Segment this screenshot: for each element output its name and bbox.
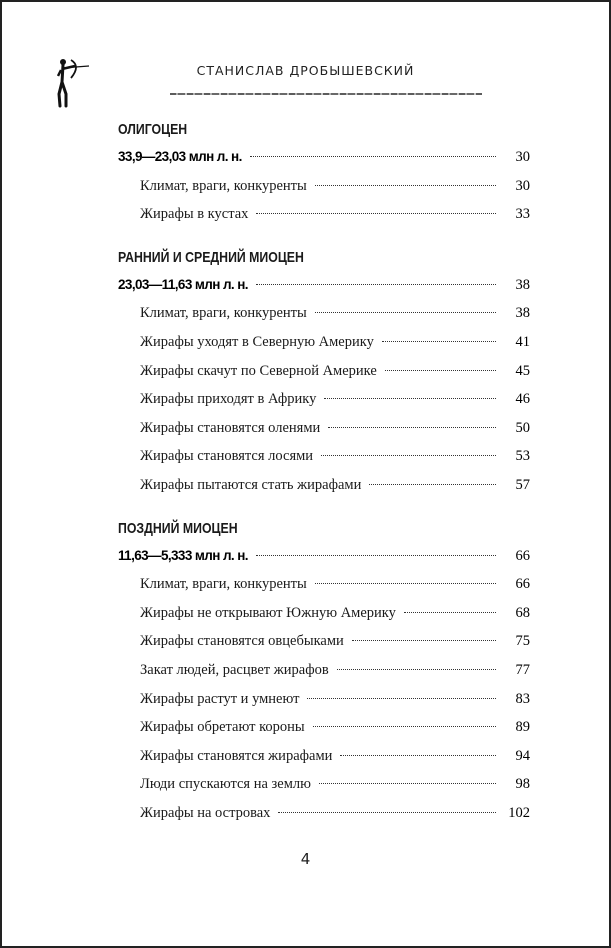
dot-leader — [313, 726, 496, 727]
entry-title: Жирафы становятся жирафами — [140, 747, 333, 764]
dot-leader — [315, 185, 496, 186]
dot-leader — [385, 370, 496, 371]
toc-entry[interactable] — [118, 599, 530, 628]
toc-entry[interactable] — [118, 685, 530, 714]
entry-title: Жирафы не открывают Южную Америку — [140, 604, 396, 621]
entry-title: Закат людей, расцвет жирафов — [140, 661, 329, 678]
toc-entry[interactable] — [118, 328, 530, 357]
dot-leader — [369, 484, 496, 485]
entry-title: 33,9—23,03 млн л. н. — [118, 149, 242, 164]
entry-page: 77 — [515, 661, 530, 678]
header-rule — [170, 93, 482, 95]
entry-page: 30 — [515, 149, 530, 165]
entry-page: 41 — [515, 333, 530, 350]
toc-entry[interactable] — [118, 656, 530, 685]
toc-entry[interactable] — [118, 414, 530, 443]
toc-entry[interactable] — [118, 357, 530, 386]
entry-page: 66 — [515, 576, 530, 593]
dot-leader — [315, 583, 496, 584]
dot-leader — [256, 213, 496, 214]
dot-leader — [382, 341, 496, 342]
entry-title: Люди спускаются на землю — [140, 776, 311, 793]
toc-section — [118, 245, 530, 500]
entry-title: Жирафы растут и умнеют — [140, 690, 300, 707]
entry-page: 89 — [515, 719, 530, 736]
section-range-entry[interactable] — [118, 271, 530, 300]
table-of-contents — [118, 117, 530, 843]
entry-title: 11,63—5,333 млн л. н. — [118, 547, 248, 563]
toc-entry[interactable] — [118, 385, 530, 414]
entry-title: Жирафы в кустах — [140, 206, 249, 223]
entry-page: 38 — [515, 305, 530, 322]
entry-title: Жирафы обретают короны — [140, 719, 305, 736]
section-range-entry[interactable] — [118, 542, 530, 571]
dot-leader — [319, 783, 496, 784]
dot-leader — [250, 156, 496, 157]
dot-leader — [352, 640, 496, 641]
toc-entry[interactable] — [118, 570, 530, 599]
toc-entry[interactable] — [118, 799, 530, 828]
entry-title: Жирафы на островах — [140, 804, 271, 821]
entry-page: 33 — [515, 206, 530, 223]
section-title: ОЛИГОЦЕН — [118, 121, 188, 138]
entry-page: 46 — [515, 391, 530, 408]
entry-page: 98 — [515, 776, 530, 793]
toc-entry[interactable] — [118, 627, 530, 656]
entry-page: 57 — [515, 476, 530, 493]
page-number: 4 — [300, 850, 311, 868]
dot-leader — [321, 455, 496, 456]
entry-page: 30 — [515, 177, 530, 194]
toc-section — [118, 516, 530, 828]
dot-leader — [328, 427, 496, 428]
entry-title: Жирафы становятся оленями — [140, 419, 321, 436]
dot-leader — [307, 698, 496, 699]
entry-page: 75 — [515, 633, 530, 650]
dot-leader — [404, 612, 496, 613]
dot-leader — [256, 555, 496, 556]
dot-leader — [324, 398, 496, 399]
entry-page: 38 — [515, 276, 530, 293]
toc-section — [118, 117, 530, 229]
entry-title: Жирафы становятся лосями — [140, 448, 314, 465]
running-header-author: СТАНИСЛАВ ДРОБЫШЕВСКИЙ — [196, 63, 415, 78]
toc-entry[interactable] — [118, 442, 530, 471]
toc-entry[interactable] — [118, 713, 530, 742]
entry-title: Жирафы скачут по Северной Америке — [140, 362, 377, 379]
entry-title: Климат, враги, конкуренты — [140, 305, 307, 322]
toc-entry[interactable] — [118, 172, 530, 201]
entry-page: 94 — [515, 747, 530, 764]
entry-page: 83 — [515, 690, 530, 707]
entry-title: Климат, враги, конкуренты — [140, 177, 307, 194]
entry-title: Жирафы приходят в Африку — [140, 391, 317, 408]
dot-leader — [340, 755, 496, 756]
entry-page: 68 — [515, 604, 530, 621]
section-range-entry[interactable] — [118, 143, 530, 172]
entry-title: Жирафы становятся овцебыками — [140, 633, 344, 650]
entry-title: Жирафы пытаются стать жирафами — [140, 476, 362, 493]
entry-page: 50 — [515, 419, 530, 436]
entry-title: 23,03—11,63 млн л. н. — [118, 276, 248, 292]
toc-entry[interactable] — [118, 770, 530, 799]
toc-entry[interactable] — [118, 200, 530, 229]
entry-title: Климат, враги, конкуренты — [140, 576, 307, 593]
entry-page: 53 — [515, 448, 530, 465]
toc-entry[interactable] — [118, 471, 530, 500]
entry-title: Жирафы уходят в Северную Америку — [140, 333, 374, 350]
dot-leader — [256, 284, 496, 285]
entry-page: 102 — [508, 804, 530, 821]
dot-leader — [315, 312, 496, 313]
entry-page: 45 — [515, 362, 530, 379]
entry-page: 66 — [515, 547, 530, 564]
toc-entry[interactable] — [118, 299, 530, 328]
section-title: РАННИЙ И СРЕДНИЙ МИОЦЕН — [118, 248, 304, 266]
dot-leader — [278, 812, 496, 813]
dot-leader — [337, 669, 496, 670]
toc-entry[interactable] — [118, 742, 530, 771]
section-title: ПОЗДНИЙ МИОЦЕН — [118, 519, 238, 537]
